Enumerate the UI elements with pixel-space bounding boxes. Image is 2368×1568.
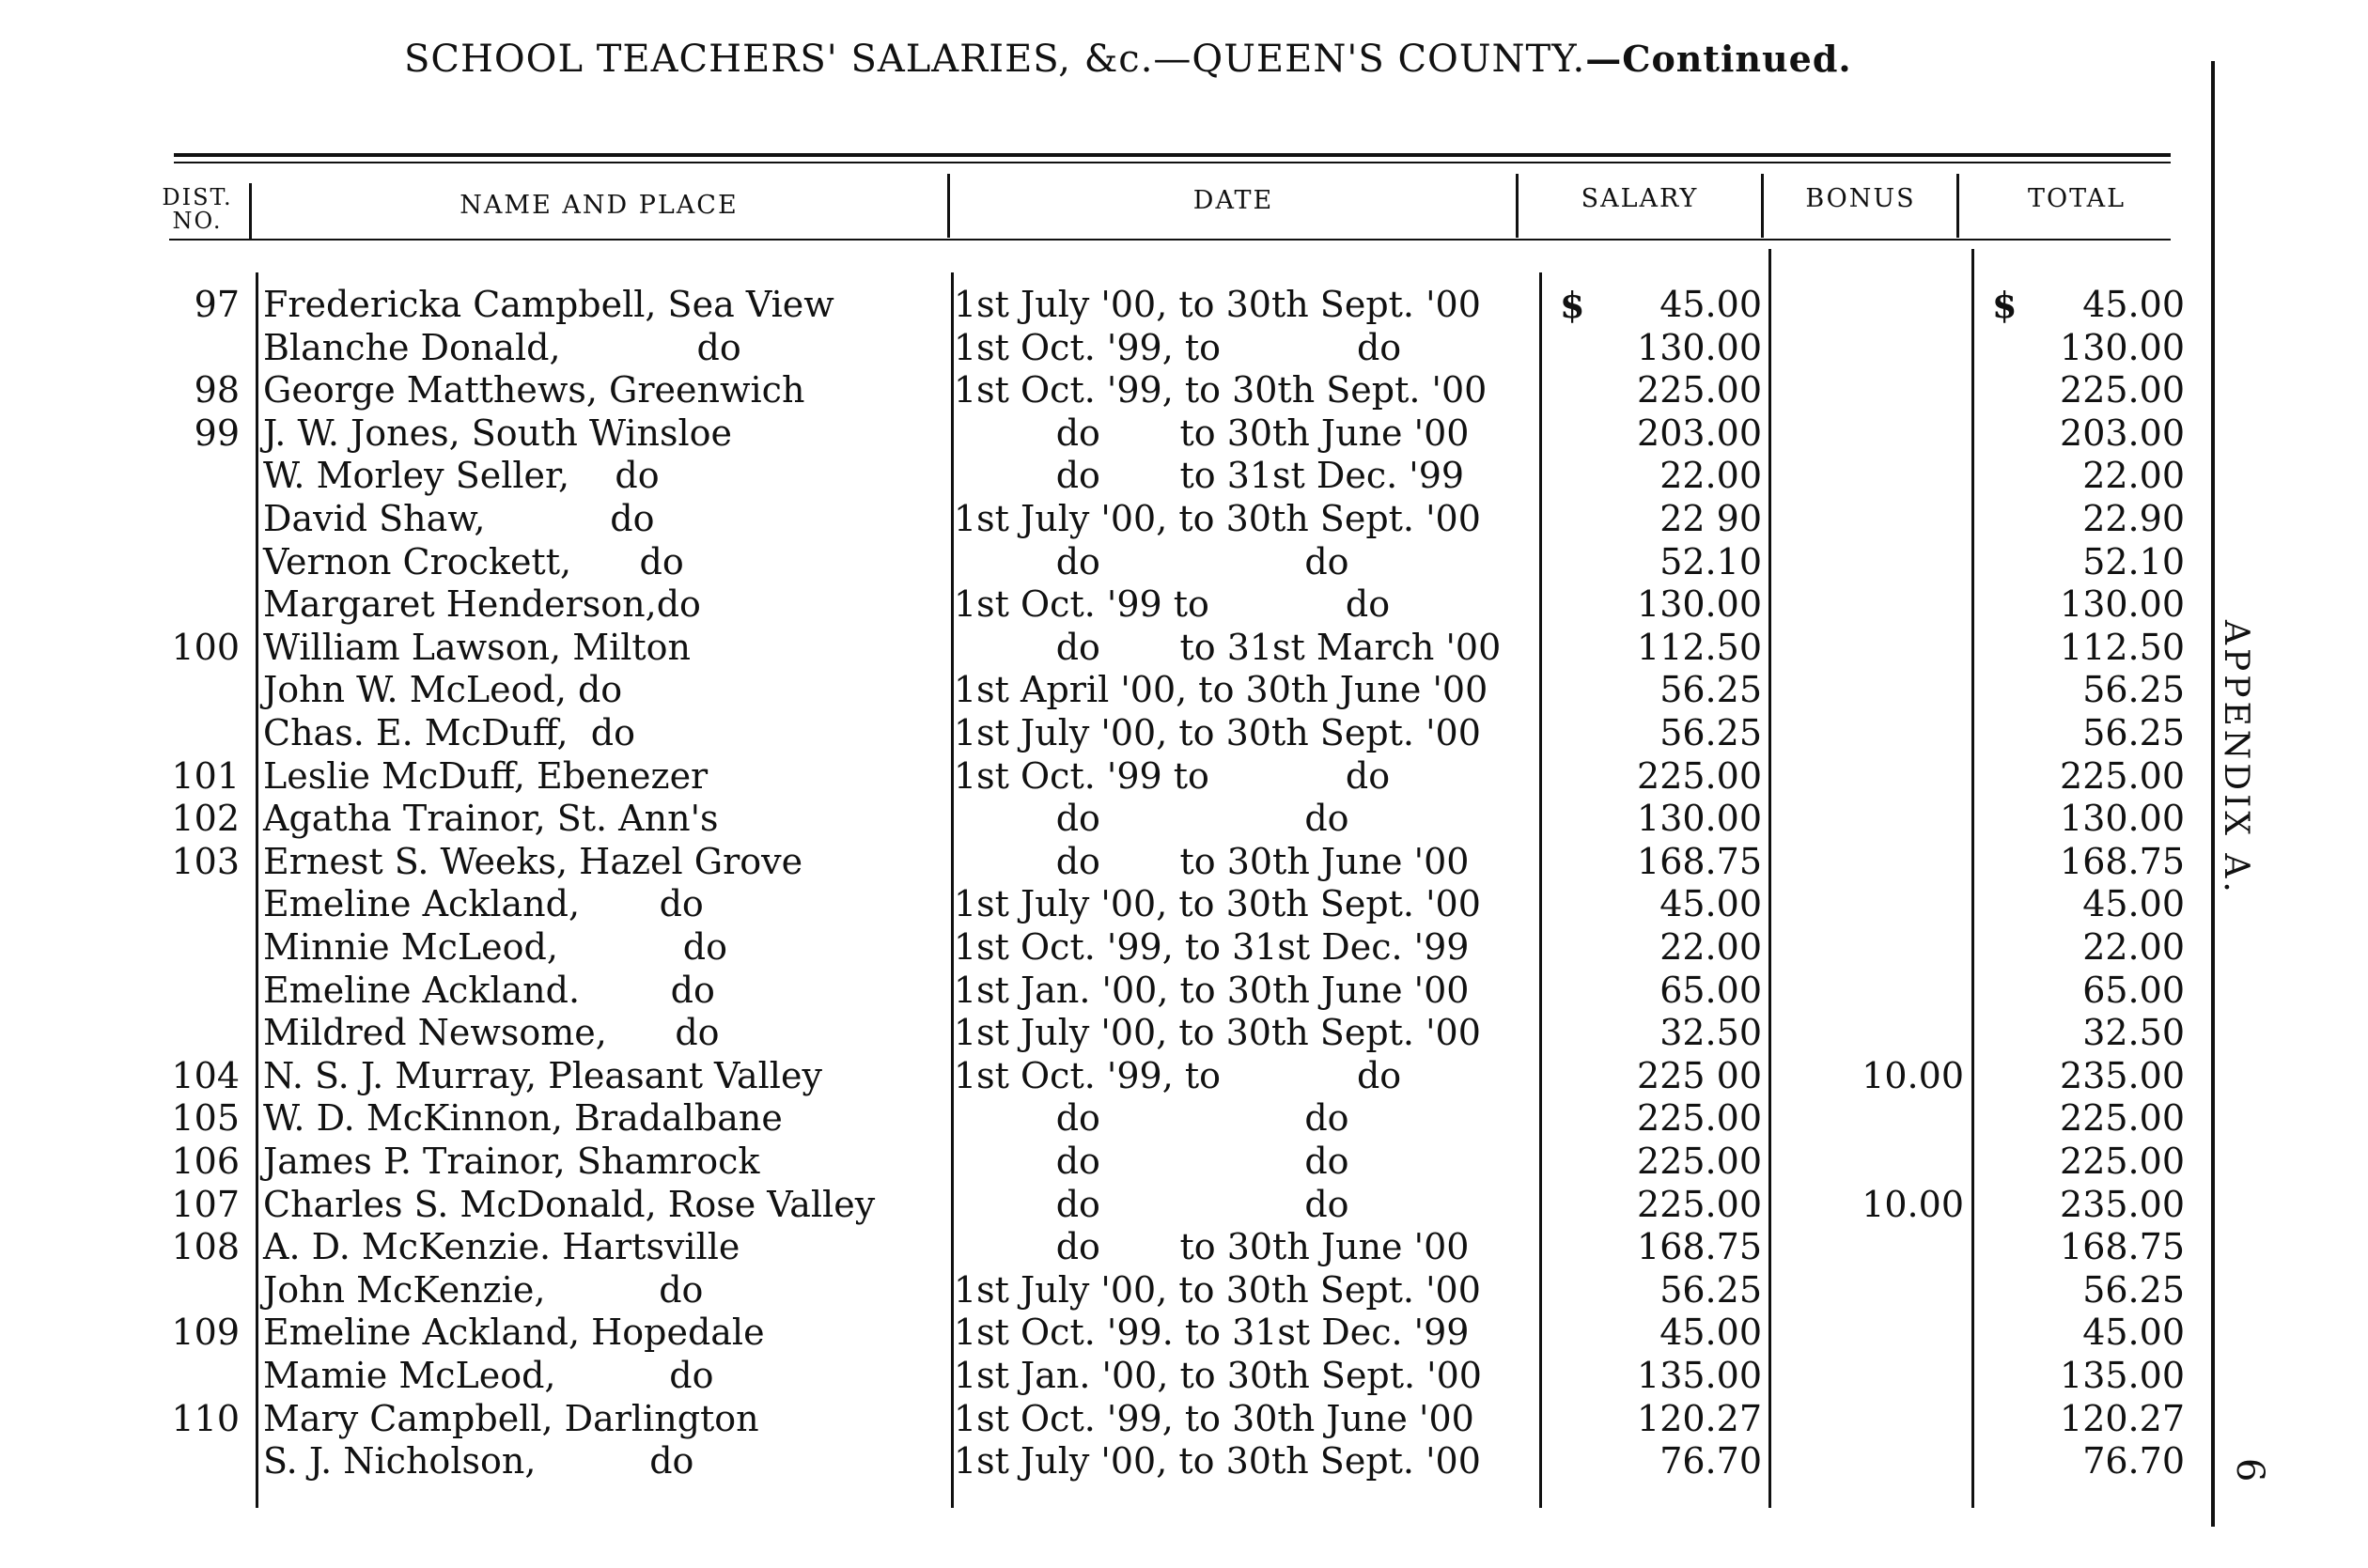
cell-salary: 32.50 <box>1659 1012 1762 1054</box>
table-row <box>0 498 2255 540</box>
cell-date: 1st Oct. '99, to 30th June '00 <box>954 1397 1474 1439</box>
cell-total: 52.10 <box>2082 540 2185 582</box>
cell-salary: 22.00 <box>1659 455 1762 497</box>
table-row <box>0 1055 2255 1097</box>
cell-total: 235.00 <box>2060 1183 2185 1225</box>
cell-dist: 109 <box>171 1312 240 1354</box>
cell-dist: 103 <box>171 840 240 882</box>
column-header-salary: SALARY <box>1581 184 1699 213</box>
cell-total: 203.00 <box>2060 411 2185 454</box>
cell-date: 1st July '00, to 30th Sept. '00 <box>954 883 1481 925</box>
cell-salary: 225.00 <box>1637 1183 1762 1225</box>
cell-date: do to 31st Dec. '99 <box>954 455 1465 497</box>
cell-date: do to 31st March '00 <box>954 626 1502 668</box>
cell-date: 1st Oct. '99, to do <box>954 1054 1402 1096</box>
column-header-dist <box>150 186 244 233</box>
cell-name: Minnie McLeod, do <box>263 926 727 968</box>
cell-name: W. D. McKinnon, Bradalbane <box>263 1097 783 1140</box>
cell-total: 45.00 <box>2082 883 2185 925</box>
cell-total: 130.00 <box>2060 326 2185 368</box>
cell-date: 1st Oct. '99, to 30th Sept. '00 <box>954 369 1488 411</box>
cell-total: 135.00 <box>2060 1355 2185 1396</box>
appendix-label-text: APPENDIX A. <box>2217 620 2255 896</box>
table-row <box>0 883 2255 925</box>
cell-date: do do <box>954 798 1349 840</box>
cell-salary: 45.00 <box>1659 883 1762 925</box>
cell-name: James P. Trainor, Shamrock <box>263 1141 760 1182</box>
table-row <box>0 369 2255 411</box>
column-header-name: NAME AND PLACE <box>460 191 739 220</box>
cell-salary: 168.75 <box>1637 1226 1762 1268</box>
column-header-bonus: BONUS <box>1805 184 1916 213</box>
appendix-label <box>2217 620 2283 896</box>
cell-name: David Shaw, do <box>263 498 655 539</box>
cell-bonus: 10.00 <box>1862 1054 1964 1096</box>
header-separator-dist <box>249 183 252 240</box>
cell-salary: 168.75 <box>1637 840 1762 882</box>
cell-date: 1st July '00, to 30th Sept. '00 <box>954 284 1481 325</box>
table-row <box>0 284 2255 326</box>
cell-total: 32.50 <box>2082 1012 2185 1054</box>
cell-date: do to 30th June '00 <box>954 411 1470 454</box>
total-currency-symbol: $ <box>1992 284 2017 326</box>
table-row <box>0 712 2255 754</box>
page-number <box>2228 1458 2279 1500</box>
cell-date: do do <box>954 1183 1349 1225</box>
cell-total: 22.00 <box>2082 926 2185 968</box>
cell-name: A. D. McKenzie. Hartsville <box>263 1226 740 1268</box>
header-separator-name <box>947 174 950 238</box>
cell-total: 112.50 <box>2060 626 2185 668</box>
cell-total: 65.00 <box>2082 969 2185 1011</box>
table-row <box>0 798 2255 840</box>
cell-salary: 130.00 <box>1637 798 1762 840</box>
cell-date: 1st July '00, to 30th Sept. '00 <box>954 1440 1481 1483</box>
cell-total: 45.00 <box>2082 1312 2185 1354</box>
cell-name: Emeline Ackland. do <box>263 969 715 1011</box>
table-row <box>0 1269 2255 1312</box>
cell-dist: 107 <box>171 1183 240 1225</box>
table-row <box>0 1398 2255 1440</box>
title-main: SCHOOL TEACHERS' SALARIES, &c.—QUEEN'S COUNTY. <box>404 38 1586 81</box>
cell-salary: 45.00 <box>1659 1312 1762 1354</box>
cell-salary: 56.25 <box>1659 712 1762 753</box>
cell-dist: 105 <box>171 1097 240 1140</box>
cell-salary: 52.10 <box>1659 540 1762 582</box>
cell-salary: 56.25 <box>1659 1268 1762 1311</box>
cell-total: 56.25 <box>2082 712 2185 753</box>
cell-name: N. S. J. Murray, Pleasant Valley <box>263 1054 822 1096</box>
cell-name: Ernest S. Weeks, Hazel Grove <box>263 840 803 882</box>
cell-name: Mary Campbell, Darlington <box>263 1397 759 1439</box>
cell-total: 56.25 <box>2082 1268 2185 1311</box>
cell-dist: 108 <box>171 1226 240 1268</box>
page-number-text: 6 <box>2228 1458 2271 1483</box>
cell-salary: 130.00 <box>1637 583 1762 626</box>
cell-salary: 225.00 <box>1637 369 1762 411</box>
cell-name: George Matthews, Greenwich <box>263 369 805 411</box>
cell-name: Emeline Ackland, do <box>263 883 704 925</box>
cell-name: Mildred Newsome, do <box>263 1012 720 1054</box>
cell-salary: 56.25 <box>1659 669 1762 711</box>
cell-salary: 225.00 <box>1637 1141 1762 1182</box>
cell-dist: 102 <box>171 798 240 840</box>
cell-total: 22.00 <box>2082 455 2185 497</box>
cell-date: 1st Oct. '99. to 31st Dec. '99 <box>954 1312 1470 1354</box>
table-row <box>0 1226 2255 1268</box>
page-title <box>404 38 2002 81</box>
cell-name: William Lawson, Milton <box>263 626 692 668</box>
cell-date: do to 30th June '00 <box>954 840 1470 882</box>
cell-salary: 22 90 <box>1659 498 1762 539</box>
cell-name: W. Morley Seller, do <box>263 455 660 497</box>
cell-date: 1st Oct. '99, to 31st Dec. '99 <box>954 926 1470 968</box>
cell-total: 225.00 <box>2060 1141 2185 1182</box>
cell-dist: 106 <box>171 1141 240 1182</box>
cell-salary: 225.00 <box>1637 1097 1762 1140</box>
cell-dist: 101 <box>171 754 240 797</box>
cell-date: 1st Oct. '99 to do <box>954 583 1391 626</box>
cell-total: 120.27 <box>2060 1397 2185 1439</box>
table-row <box>0 1312 2255 1354</box>
cell-name: J. W. Jones, South Winsloe <box>263 411 732 454</box>
table-row <box>0 1184 2255 1226</box>
cell-date: 1st July '00, to 30th Sept. '00 <box>954 1268 1481 1311</box>
cell-date: 1st July '00, to 30th Sept. '00 <box>954 498 1481 539</box>
column-header-total: TOTAL <box>2027 184 2127 213</box>
cell-salary: 112.50 <box>1637 626 1762 668</box>
table-row <box>0 970 2255 1012</box>
cell-date: 1st April '00, to 30th June '00 <box>954 669 1488 711</box>
table-row <box>0 627 2255 669</box>
header-rule-bottom <box>169 239 2171 241</box>
cell-total: 225.00 <box>2060 369 2185 411</box>
cell-total: 22.90 <box>2082 498 2185 539</box>
table-row <box>0 412 2255 455</box>
cell-total: 76.70 <box>2082 1440 2185 1483</box>
table-row <box>0 755 2255 798</box>
cell-date: do do <box>954 540 1349 582</box>
table-row <box>0 1355 2255 1397</box>
table-row <box>0 583 2255 626</box>
cell-name: Charles S. McDonald, Rose Valley <box>263 1183 876 1225</box>
header-rule-top <box>174 153 2171 157</box>
table-row <box>0 455 2255 497</box>
salary-currency-symbol: $ <box>1560 284 1585 326</box>
cell-total: 168.75 <box>2060 1226 2185 1268</box>
cell-salary: 120.27 <box>1637 1397 1762 1439</box>
cell-dist: 99 <box>194 411 240 454</box>
cell-salary: 22.00 <box>1659 926 1762 968</box>
cell-dist: 100 <box>171 626 240 668</box>
cell-total: 225.00 <box>2060 1097 2185 1140</box>
cell-bonus: 10.00 <box>1862 1183 1964 1225</box>
cell-date: do to 30th June '00 <box>954 1226 1470 1268</box>
cell-total: 130.00 <box>2060 798 2185 840</box>
cell-salary: 130.00 <box>1637 326 1762 368</box>
cell-dist: 98 <box>194 369 240 411</box>
table-row <box>0 1012 2255 1054</box>
cell-salary: 45.00 <box>1659 284 1762 325</box>
cell-name: Leslie McDuff, Ebenezer <box>263 754 709 797</box>
cell-name: Mamie McLeod, do <box>263 1355 714 1396</box>
table-row <box>0 1440 2255 1483</box>
table-row <box>0 1141 2255 1183</box>
cell-name: Agatha Trainor, St. Ann's <box>263 798 719 840</box>
table-row <box>0 926 2255 969</box>
cell-dist: 110 <box>171 1397 240 1439</box>
cell-name: Vernon Crockett, do <box>263 540 684 582</box>
cell-total: 168.75 <box>2060 840 2185 882</box>
cell-date: 1st Jan. '00, to 30th Sept. '00 <box>954 1355 1482 1396</box>
cell-date: 1st Oct. '99 to do <box>954 754 1391 797</box>
cell-total: 45.00 <box>2082 284 2185 325</box>
cell-date: do do <box>954 1097 1349 1140</box>
cell-total: 130.00 <box>2060 583 2185 626</box>
cell-name: Blanche Donald, do <box>263 326 741 368</box>
table-row <box>0 1097 2255 1140</box>
cell-date: 1st July '00, to 30th Sept. '00 <box>954 1012 1481 1054</box>
header-separator-date <box>1516 174 1519 238</box>
column-header-dist-line2: NO. <box>172 208 223 234</box>
header-separator-bonus <box>1956 174 1959 238</box>
cell-dist: 97 <box>194 284 240 325</box>
cell-total: 56.25 <box>2082 669 2185 711</box>
cell-date: do do <box>954 1141 1349 1182</box>
cell-date: 1st Oct. '99, to do <box>954 326 1402 368</box>
cell-name: John McKenzie, do <box>263 1268 704 1311</box>
header-rule-second <box>174 162 2171 163</box>
cell-name: Emeline Ackland, Hopedale <box>263 1312 765 1354</box>
table-row <box>0 541 2255 583</box>
table-row <box>0 327 2255 369</box>
cell-name: John W. McLeod, do <box>263 669 623 711</box>
cell-name: S. J. Nicholson, do <box>263 1440 694 1483</box>
cell-name: Margaret Henderson,do <box>263 583 701 626</box>
cell-salary: 76.70 <box>1659 1440 1762 1483</box>
cell-name: Fredericka Campbell, Sea View <box>263 284 834 325</box>
cell-salary: 65.00 <box>1659 969 1762 1011</box>
cell-name: Chas. E. McDuff, do <box>263 712 635 753</box>
cell-dist: 104 <box>171 1054 240 1096</box>
cell-salary: 225 00 <box>1637 1054 1762 1096</box>
column-header-dist-line1: DIST. <box>162 184 233 210</box>
table-row <box>0 669 2255 711</box>
cell-total: 235.00 <box>2060 1054 2185 1096</box>
cell-salary: 203.00 <box>1637 411 1762 454</box>
cell-salary: 135.00 <box>1637 1355 1762 1396</box>
column-header-date: DATE <box>1192 186 1274 215</box>
cell-salary: 225.00 <box>1637 754 1762 797</box>
title-continued: —Continued. <box>1585 38 1852 80</box>
header-separator-salary <box>1761 174 1764 238</box>
cell-total: 225.00 <box>2060 754 2185 797</box>
table-row <box>0 841 2255 883</box>
cell-date: 1st July '00, to 30th Sept. '00 <box>954 712 1481 753</box>
cell-date: 1st Jan. '00, to 30th June '00 <box>954 969 1470 1011</box>
